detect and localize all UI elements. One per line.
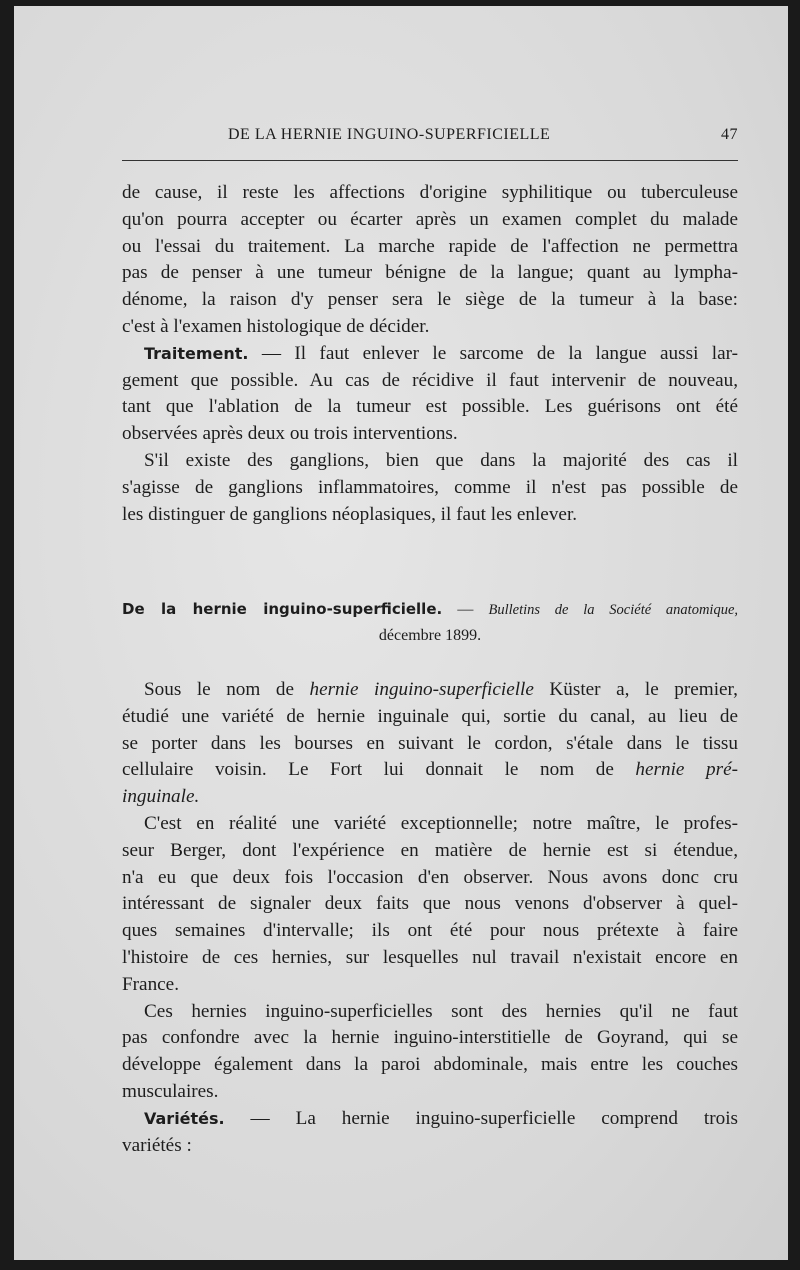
term-hernie-pre-inguinale: hernie pré- — [635, 759, 738, 781]
text-line: variétés : — [122, 1134, 192, 1156]
text-line: ou l'essai du traitement. La marche rapide de l'affection ne permettra — [122, 235, 738, 257]
text-line: s'agisse de ganglions inflammatoires, comme il n'est pas possible de — [122, 476, 738, 498]
text-line: seur Berger, dont l'expérience en matière de hernie est si étendue, — [122, 839, 738, 861]
text-line: se porter dans les bourses en suivant le cordon, s'étale dans le tissu — [122, 732, 738, 754]
page-number: 47 — [721, 126, 738, 143]
reference-title: De la hernie inguino-superficielle. — [122, 600, 443, 618]
text-line: musculaires. — [122, 1080, 219, 1102]
text-line: pas confondre avec la hernie inguino-interstitielle de Goyrand, qui se — [122, 1027, 738, 1049]
text-line: Variétés. — La hernie inguino-superficielle comprend trois — [144, 1107, 738, 1129]
term-hernie-inguino-superficielle: hernie inguino-superficielle — [309, 679, 534, 700]
text-line: inguinale. — [122, 786, 200, 808]
text-line: n'a eu que deux fois l'occasion d'en observer. Nous avons donc cru — [122, 866, 738, 888]
header-title: DE LA HERNIE INGUINO-SUPERFICIELLE — [228, 126, 551, 143]
text-line: pas de penser à une tumeur bénigne de la langue; quant au lympha- — [122, 262, 738, 284]
text-line: dénome, la raison d'y penser sera le siège de la tumeur à la base: — [122, 289, 738, 311]
text-line: France. — [122, 973, 180, 995]
text-line: cellulaire voisin. Le Fort lui donnait le nom de hernie pré- — [122, 759, 738, 781]
text-line: tant que l'ablation de la tumeur est possible. Les guérisons ont été — [122, 396, 738, 418]
text-line: les distinguer de ganglions néoplasiques, il faut les enlever. — [122, 503, 578, 525]
paragraph-diagnosis — [122, 180, 738, 341]
reference-source: Bulletins de la Société anatomique, — [488, 602, 739, 618]
text-line: développe également dans la paroi abdominale, mais entre les couches — [122, 1054, 738, 1076]
section-hernia — [122, 677, 738, 1159]
paragraph-definition — [122, 677, 738, 811]
text-line: intéressant de signaler deux faits que nous venons d'observer à quel- — [122, 893, 738, 915]
text-line: Ces hernies inguino-superficielles sont des hernies qu'il ne faut — [144, 1000, 738, 1022]
paragraph-varieties — [122, 1106, 738, 1160]
section-reference — [122, 596, 738, 649]
varieties-heading: Variétés. — [144, 1108, 225, 1128]
treatment-heading: Traitement. — [144, 343, 249, 363]
paragraph-treatment — [122, 341, 738, 448]
text-line: Traitement. — Il faut enlever le sarcome de la langue aussi lar- — [144, 342, 738, 364]
reference-date: décembre 1899. — [378, 627, 482, 644]
text-line: étudié une variété de hernie inguinale qui, sortie du canal, au lieu de — [122, 705, 738, 727]
text-line: l'histoire de ces hernies, sur lesquelles nul travail n'existait encore en — [122, 946, 738, 968]
text-line: de cause, il reste les affections d'origine syphilitique ou tuberculeuse — [122, 182, 738, 203]
header-rule — [122, 160, 738, 161]
text-line: ques semaines d'intervalle; ils ont été pour nous prétexte à faire — [122, 920, 738, 942]
paragraph-ganglions — [122, 448, 738, 528]
text-line: S'il existe des ganglions, bien que dans la majorité des cas il — [144, 449, 738, 471]
text-line: observées après deux ou trois interventions. — [122, 423, 458, 445]
text-line: Sous le nom de hernie inguino-superficielle Küster a, le premier, — [144, 679, 738, 700]
reference-line: De la hernie inguino-superficielle. — Bulletins de la Société anatomique, — [122, 600, 739, 618]
text-line: gement que possible. Au cas de récidive il faut intervenir de nouveau, — [122, 369, 738, 391]
paragraph-distinction — [122, 999, 738, 1106]
text-line: qu'on pourra accepter ou écarter après un examen complet du malade — [122, 208, 738, 230]
paragraph-rarity — [122, 811, 738, 999]
text-line: c'est à l'examen histologique de décider. — [122, 315, 430, 337]
section-sarcoma — [122, 180, 738, 528]
text-line: C'est en réalité une variété exceptionnelle; notre maître, le profes- — [144, 812, 738, 834]
